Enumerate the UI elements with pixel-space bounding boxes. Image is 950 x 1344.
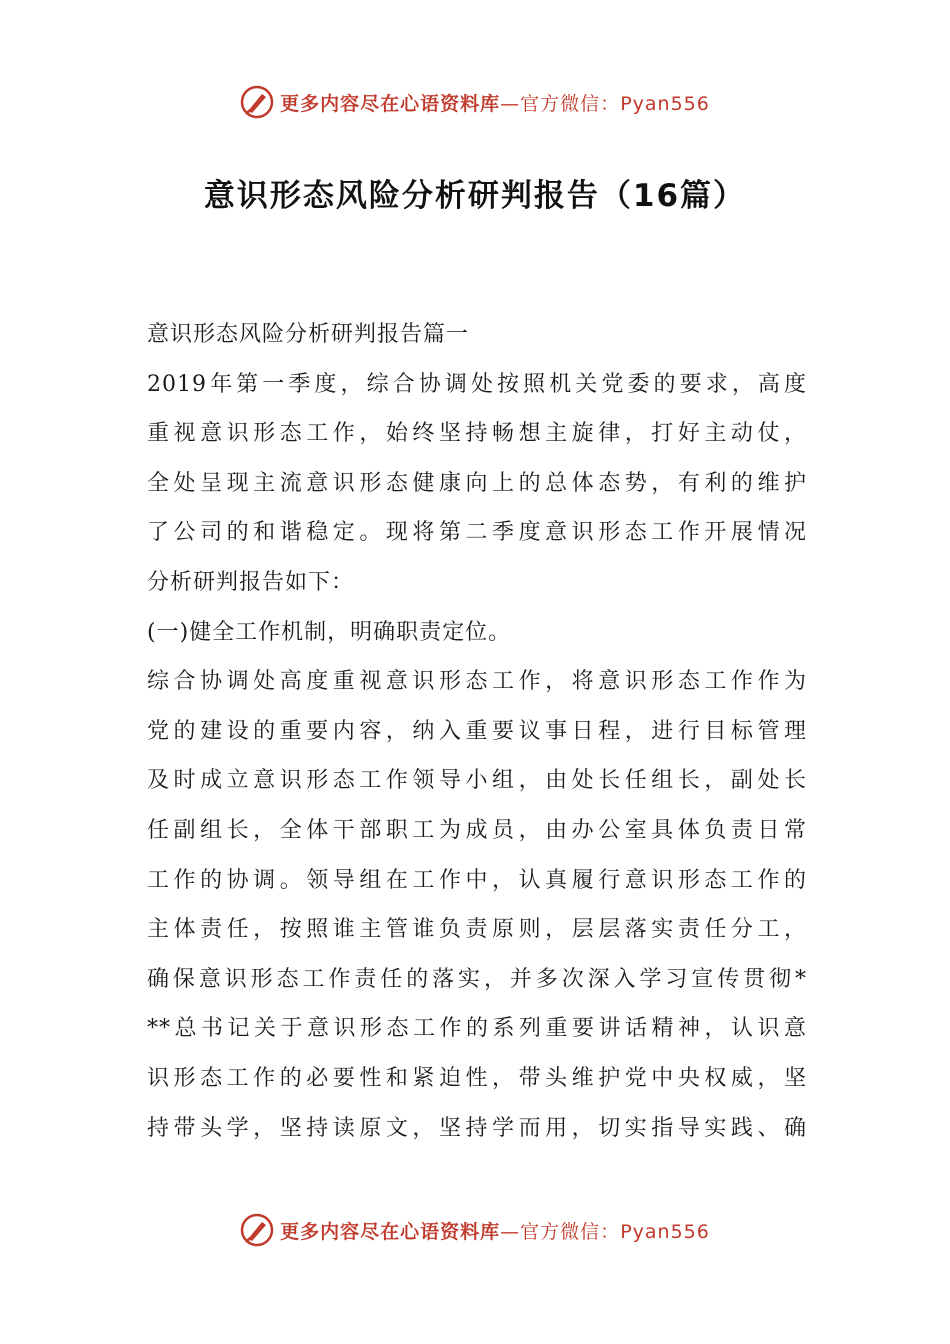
- quill-pen-logo-icon: [240, 1213, 274, 1247]
- body-line: 党的建设的重要内容，纳入重要议事日程，进行目标管理: [147, 718, 807, 744]
- banner-dash: —: [500, 1220, 521, 1243]
- quill-pen-logo-icon: [240, 85, 274, 119]
- banner-tail: 官方微信：: [520, 1220, 621, 1243]
- body-line: 持带头学，坚持读原文，坚持学而用，切实指导实践、确: [147, 1115, 807, 1141]
- body-line: 全处呈现主流意识形态健康向上的总体态势，有利的维护: [147, 470, 807, 496]
- body-line: 确保意识形态工作责任的落实，并多次深入学习宣传贯彻*: [147, 966, 807, 992]
- footer-banner: [0, 1208, 950, 1252]
- body-line: 识形态工作的必要性和紧迫性，带头维护党中央权威，坚: [147, 1065, 807, 1091]
- banner-tail: 官方微信：: [520, 92, 621, 115]
- body-line: 主体责任，按照谁主管谁负责原则，层层落实责任分工，: [147, 917, 807, 943]
- banner-handle: Pyan556: [620, 1220, 710, 1243]
- body-line: 工作的协调。领导组在工作中，认真履行意识形态工作的: [147, 867, 807, 893]
- body-line: 分析研判报告如下：: [147, 569, 355, 595]
- banner-lead: 更多内容尽在心语资料库: [280, 1220, 501, 1243]
- body-line: 及时成立意识形态工作领导小组，由处长任组长，副处长: [147, 768, 807, 794]
- banner-text: [280, 89, 710, 116]
- document-title: 意识形态风险分析研判报告（16篇）: [203, 178, 747, 214]
- body-line: 重视意识形态工作，始终坚持畅想主旋律，打好主动仗，: [147, 421, 807, 447]
- body-line: **总书记关于意识形态工作的系列重要讲话精神，认识意: [147, 1016, 807, 1042]
- section-heading: 意识形态风险分析研判报告篇一: [147, 322, 470, 347]
- banner-lead: 更多内容尽在心语资料库: [280, 92, 501, 115]
- subsection-heading: (一)健全工作机制，明确职责定位。: [147, 619, 512, 645]
- body-line: 2019年第一季度，综合协调处按照机关党委的要求，高度: [147, 371, 807, 397]
- header-banner: [0, 80, 950, 124]
- body-line: 了公司的和谐稳定。现将第二季度意识形态工作开展情况: [147, 520, 807, 546]
- banner-handle: Pyan556: [620, 92, 710, 115]
- body-line: 综合协调处高度重视意识形态工作，将意识形态工作作为: [147, 669, 807, 695]
- banner-dash: —: [500, 92, 521, 115]
- banner-text: [280, 1217, 710, 1244]
- body-line: 任副组长，全体干部职工为成员，由办公室具体负责日常: [147, 817, 807, 843]
- document-body: [147, 310, 807, 1153]
